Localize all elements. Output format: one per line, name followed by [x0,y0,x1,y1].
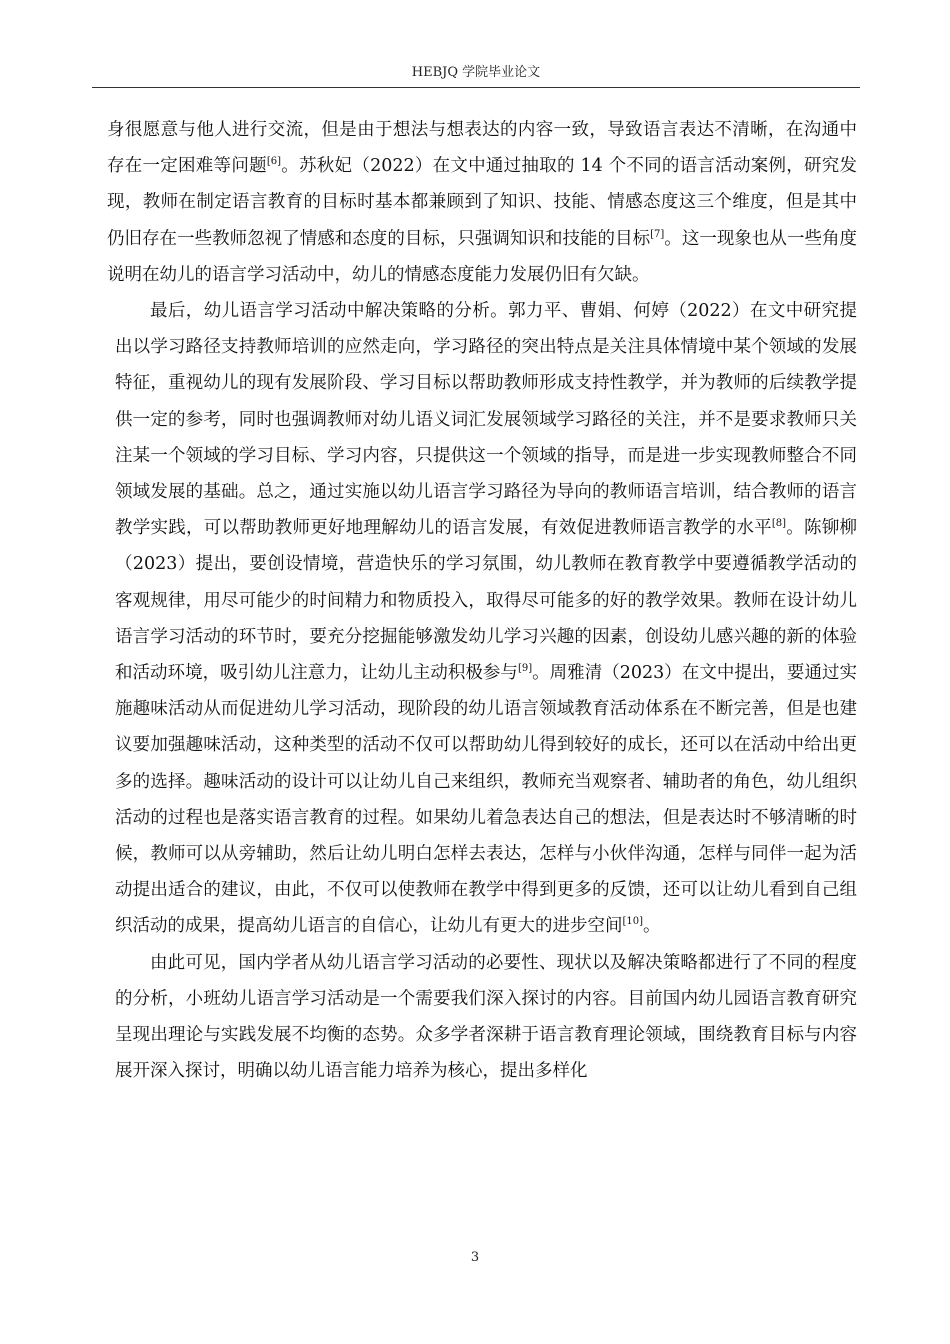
paragraph-continued [107,112,857,293]
paragraph-solutions [115,293,857,945]
paragraph-text: 。陈铆柳（2023）提出，要创设情境，营造快乐的学习氛围，幼儿教师在教育教学中要遵循教学活动的客观规律，用尽可能少的时间精力和物质投入，取得尽可能多的好的教学效果。教师在设计幼儿语言学习活动的环节时，要充分挖掘能够激发幼儿学习兴趣的因素，创设幼儿感兴趣的新的体验和活动环境，吸引幼儿注意力，让幼儿主动积极参与 [115,518,858,684]
paragraph-text: 。 [643,916,661,937]
body-text [107,112,858,1089]
paragraph-text: 。苏秋妃（2022）在文中通过抽取的 14 个不同的语言活动案例，研究发现，教师在制定语言教育的目标时基本都兼顾到了知识、技能、情感态度这三个维度，但是其中仍旧存在一些教师忽视了情感和态度的目标，只强调知识和技能的目标 [107,156,857,249]
paragraph-text: 。周雅清（2023）在文中提出，要通过实施趣味活动从而促进幼儿学习活动，现阶段的幼儿语言领域教育活动体系在不断完善，但是也建议要加强趣味活动，这种类型的活动不仅可以帮助幼儿得到较好的成长，还可以在活动中给出更多的选择。趣味活动的设计可以让幼儿自己来组织，教师充当观察者、辅助者的角色，幼儿组织活动的过程也是落实语言教育的过程。如果幼儿着急表达自己的想法，但是表达时不够清晰的时候，教师可以从旁辅助，然后让幼儿明白怎样去表达，怎样与小伙伴沟通，怎样与同伴一起为活动提出适合的建议，由此，不仅可以使教师在教学中得到更多的反馈，还可以让幼儿看到自己组织活动的成果，提高幼儿语言的自信心，让幼儿有更大的进步空间 [115,663,857,937]
citation-ref: [10] [622,916,644,928]
running-header: HEBJQ 学院毕业论文 [411,65,541,80]
page-number: 3 [470,1250,480,1265]
citation-ref: [8] [771,518,786,530]
header-rule [92,87,860,88]
citation-ref: [7] [650,228,665,240]
paragraph-summary [115,945,857,1090]
paragraph-text: 最后，幼儿语言学习活动中解决策略的分析。郭力平、曹娟、何婷（2022）在文中研究提出以学习路径支持教师培训的应然走向，学习路径的突出特点是关注具体情境中某个领域的发展特征，重视幼儿的现有发展阶段、学习目标以帮助教师形成支持性教学，并为教师的后续教学提供一定的参考，同时也强调教师对幼儿语义词汇发展领域学习路径的关注，并不是要求教师只关注某一个领域的学习目标、学习内容，只提供这一个领域的指导，而是进一步实现教师整合不同领域发展的基础。总之，通过实施以幼儿语言学习路径为导向的教师语言培训，结合教师的语言教学实践，可以帮助教师更好地理解幼儿的语言发展，有效促进教师语言教学的水平 [115,301,857,539]
paragraph-text: 由此可见，国内学者从幼儿语言学习活动的必要性、现状以及解决策略都进行了不同的程度的分析，小班幼儿语言学习活动是一个需要我们深入探讨的内容。目前国内幼儿园语言教育研究呈现出理论与实践发展不均衡的态势。众多学者深耕于语言教育理论领域，围绕教育目标与内容展开深入探讨，明确以幼儿语言能力培养为核心，提出多样化 [115,952,857,1082]
citation-ref: [9] [517,663,533,675]
paragraph-text: 。这一现象也从一些角度说明在幼儿的语言学习活动中，幼儿的情感态度能力发展仍旧有欠缺。 [107,228,857,285]
citation-ref: [6] [266,156,282,168]
paragraph-text: 身很愿意与他人进行交流，但是由于想法与想表达的内容一致，导致语言表达不清晰，在沟通中存在一定困难等问题 [107,120,857,177]
